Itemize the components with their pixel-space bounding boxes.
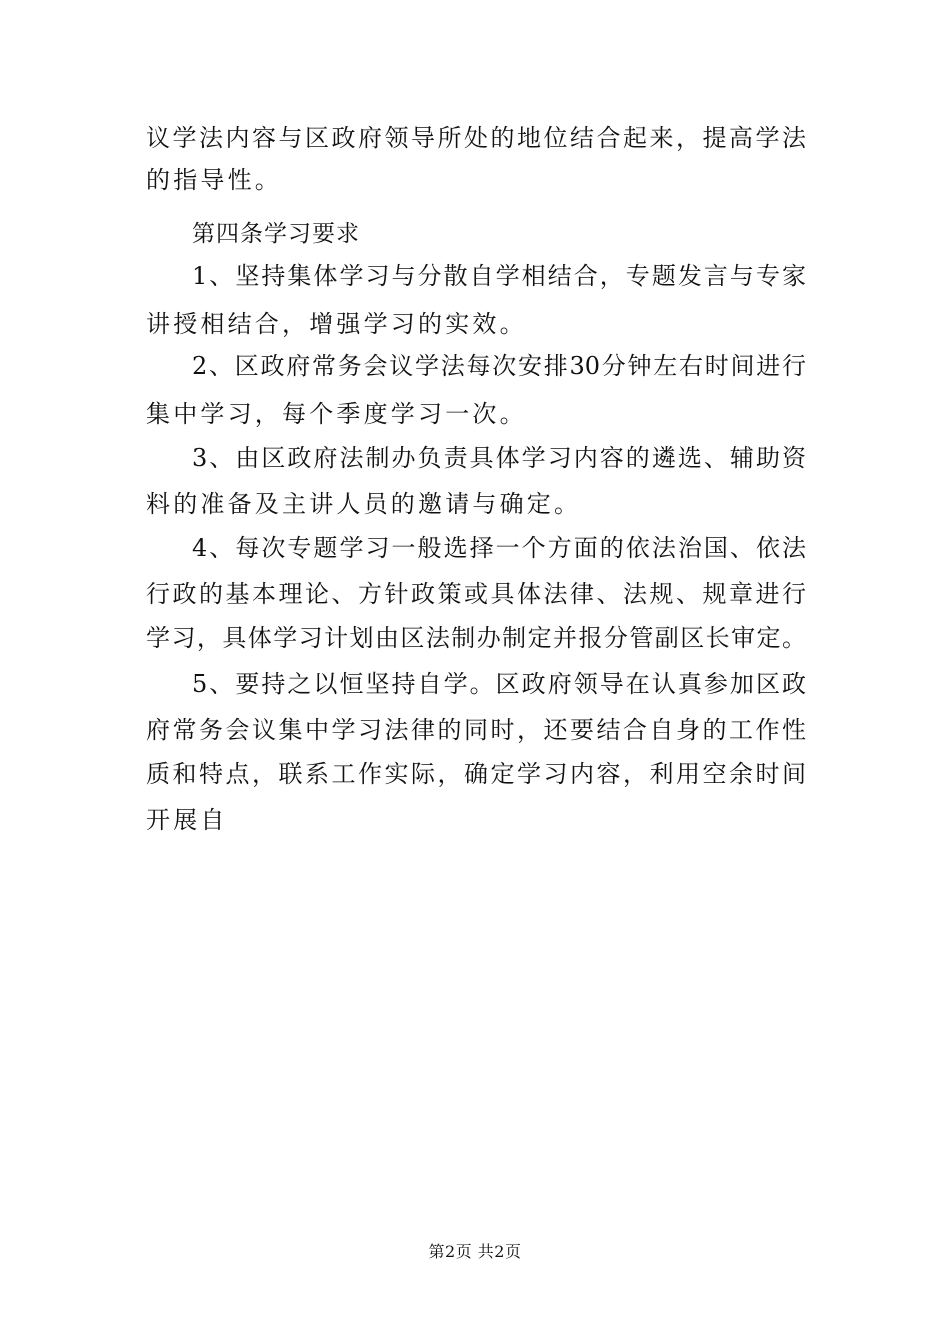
list-item-5-line: 质和特点，联系工作实际，确定学习内容，利用空余时间 xyxy=(146,760,806,788)
list-item-3-line: 3、由区政府法制办负责具体学习内容的遴选、辅助资 xyxy=(192,444,806,472)
list-item-1-line: 1、坚持集体学习与分散自学相结合，专题发言与专家 xyxy=(192,262,806,290)
list-item-5-line: 府常务会议集中学习法律的同时，还要结合自身的工作性 xyxy=(146,716,806,744)
list-item-3-line: 料的准备及主讲人员的邀请与确定。 xyxy=(146,490,582,518)
section-heading: 第四条学习要求 xyxy=(192,221,360,247)
list-item-4-line: 学习，具体学习计划由区法制办制定并报分管副区长审定。 xyxy=(146,624,806,652)
list-item-2-line: 2、区政府常务会议学法每次安排30分钟左右时间进行 xyxy=(192,352,806,380)
list-item-4-line: 4、每次专题学习一般选择一个方面的依法治国、依法 xyxy=(192,534,806,562)
list-item-4-line: 行政的基本理论、方针政策或具体法律、法规、规章进行 xyxy=(146,580,806,608)
list-item-5-line: 开展自 xyxy=(146,806,228,834)
page-number-footer: 第2页 共2页 xyxy=(428,1242,522,1261)
body-text-line: 的指导性。 xyxy=(146,166,282,194)
list-item-2-line: 集中学习，每个季度学习一次。 xyxy=(146,400,527,428)
list-item-1-line: 讲授相结合，增强学习的实效。 xyxy=(146,310,527,338)
list-item-5-line: 5、要持之以恒坚持自学。区政府领导在认真参加区政 xyxy=(192,670,806,698)
body-text-line: 议学法内容与区政府领导所处的地位结合起来，提高学法 xyxy=(146,124,806,152)
